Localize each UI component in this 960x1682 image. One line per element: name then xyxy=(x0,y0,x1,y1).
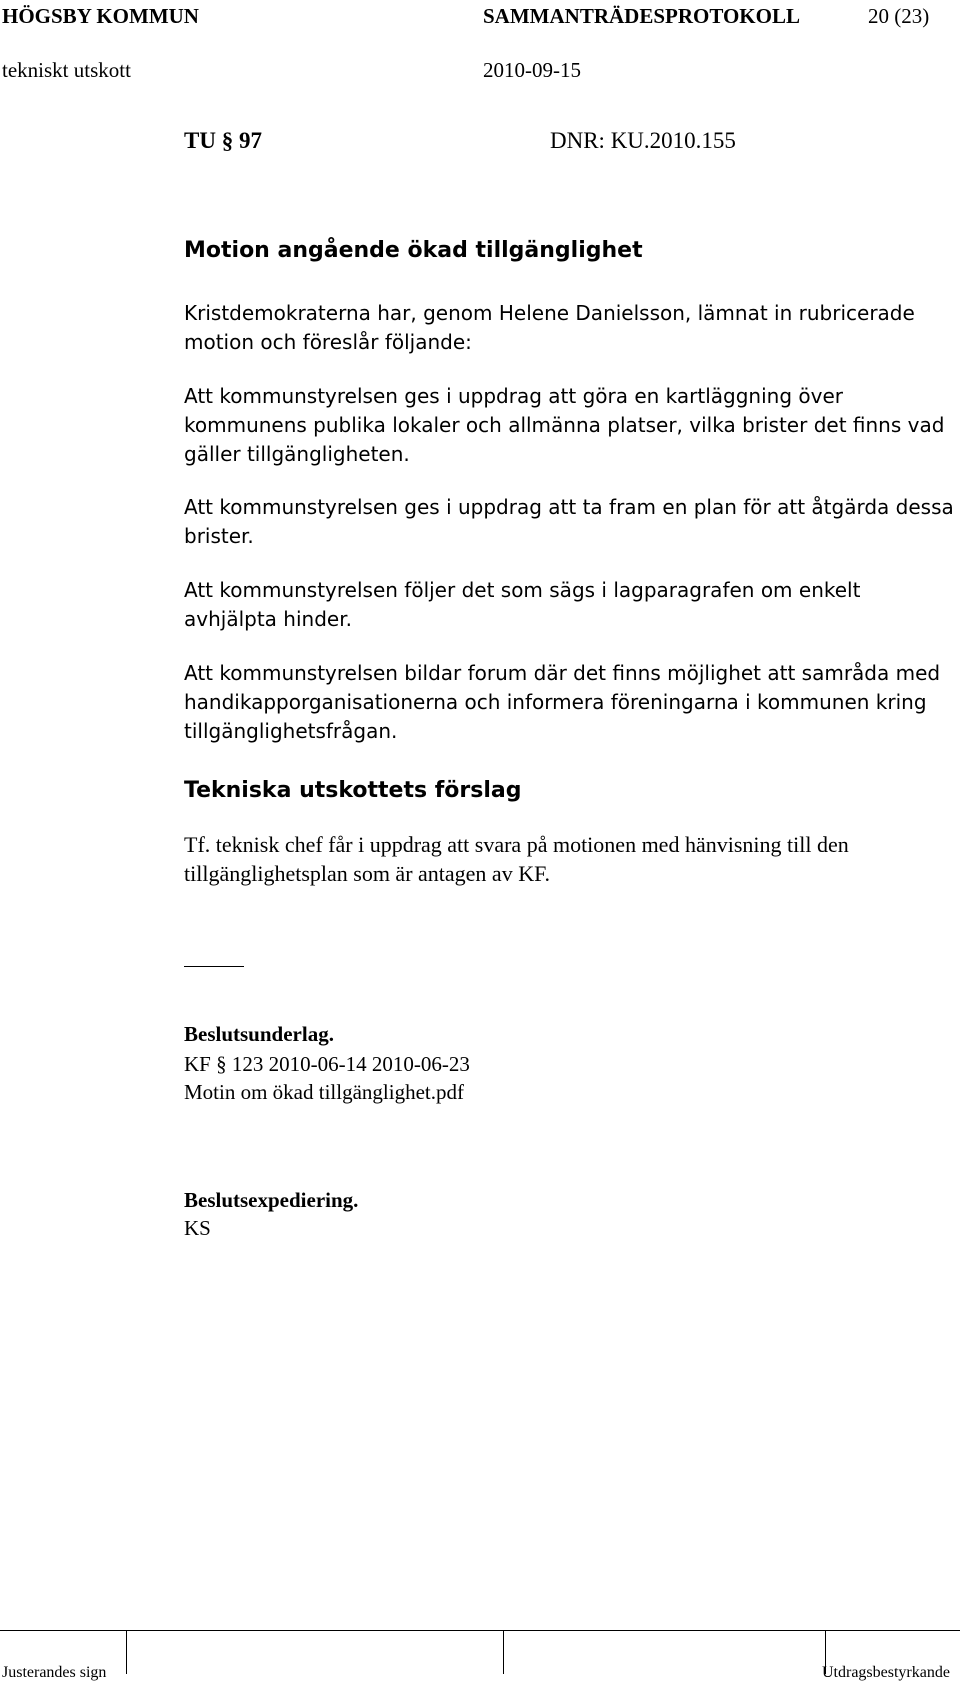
motion-intro xyxy=(184,299,954,357)
dispatch-heading: Beslutsexpediering. xyxy=(184,1188,359,1212)
footer-divider xyxy=(126,1630,127,1674)
municipality-name: HÖGSBY KOMMUN xyxy=(2,4,199,28)
basis-heading: Beslutsunderlag. xyxy=(184,1022,334,1046)
meeting-date: 2010-09-15 xyxy=(483,58,581,82)
footer-top-line xyxy=(0,1630,960,1631)
document-type: SAMMANTRÄDESPROTOKOLL xyxy=(483,4,800,28)
basis-item: Motin om ökad tillgänglighet.pdf xyxy=(184,1080,464,1104)
basis-list xyxy=(184,1050,954,1106)
motion-point-1 xyxy=(184,382,954,469)
case-number: TU § 97 xyxy=(184,128,262,153)
proposal-text xyxy=(184,830,954,888)
dispatch-item: KS xyxy=(184,1216,211,1240)
motion-point-2 xyxy=(184,493,954,551)
text-line: motion och föreslår följande: xyxy=(184,330,472,354)
text-line: kommunens publika lokaler och allmänna platser, vilka brister det finns vad xyxy=(184,413,945,437)
basis-item: KF § 123 2010-06-14 2010-06-23 xyxy=(184,1052,470,1076)
motion-heading: Motion angående ökad tillgänglighet xyxy=(184,238,643,263)
text-line: avhjälpta hinder. xyxy=(184,607,352,631)
text-line: gäller tillgängligheten. xyxy=(184,442,410,466)
text-line: Att kommunstyrelsen ges i uppdrag att ta fram en plan för att åtgärda dessa xyxy=(184,495,954,519)
text-line: Kristdemokraterna har, genom Helene Danielsson, lämnat in rubricerade xyxy=(184,301,915,325)
case-dnr: DNR: KU.2010.155 xyxy=(550,128,736,153)
motion-point-4 xyxy=(184,659,954,746)
motion-point-3 xyxy=(184,576,954,634)
footer-certification-label: Utdragsbestyrkande xyxy=(822,1664,950,1681)
committee-name: tekniskt utskott xyxy=(2,58,131,82)
text-line: Tf. teknisk chef får i uppdrag att svara på motionen med hänvisning till den xyxy=(184,832,849,857)
text-line: Att kommunstyrelsen ges i uppdrag att göra en kartläggning över xyxy=(184,384,843,408)
text-line: handikapporganisationerna och informera föreningarna i kommunen kring xyxy=(184,690,927,714)
text-line: Att kommunstyrelsen bildar forum där det finns möjlighet att samråda med xyxy=(184,661,941,685)
text-line: Att kommunstyrelsen följer det som sägs i lagparagrafen om enkelt xyxy=(184,578,861,602)
text-line: brister. xyxy=(184,524,254,548)
proposal-heading: Tekniska utskottets förslag xyxy=(184,778,522,803)
footer-sign-label: Justerandes sign xyxy=(2,1664,107,1681)
separator-line xyxy=(184,966,244,967)
page-number: 20 (23) xyxy=(868,4,930,28)
text-line: tillgänglighetsplan som är antagen av KF. xyxy=(184,861,551,886)
footer-divider xyxy=(503,1630,504,1674)
text-line: tillgänglighetsfrågan. xyxy=(184,719,398,743)
